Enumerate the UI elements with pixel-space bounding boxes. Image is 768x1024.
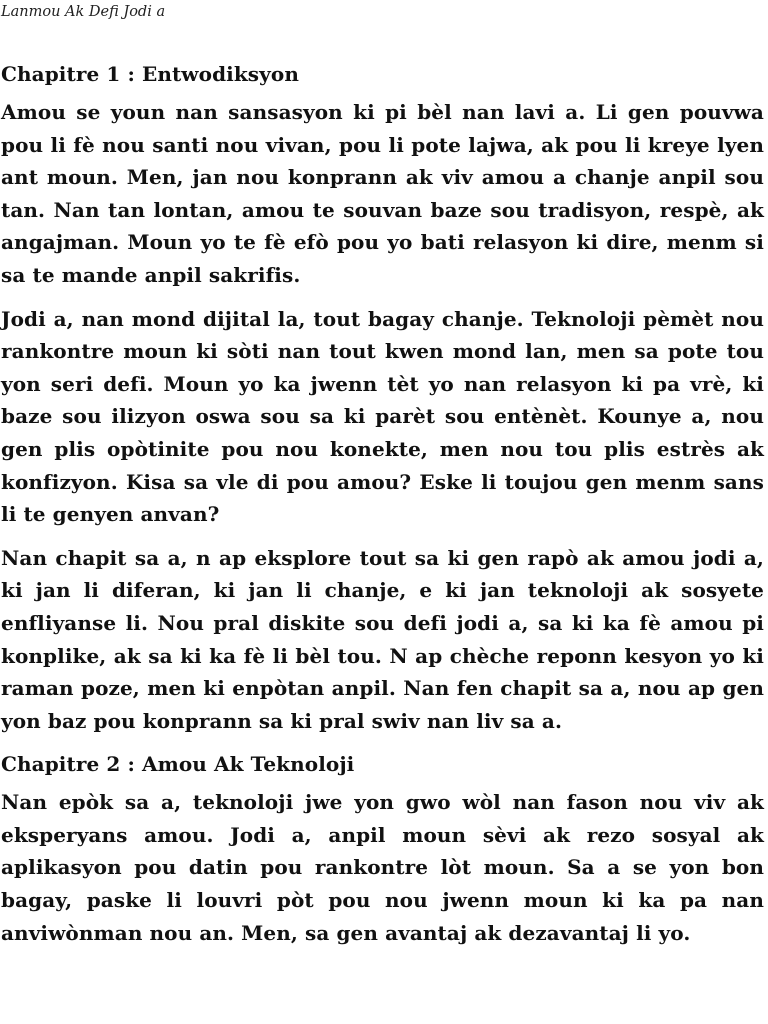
running-header: Lanmou Ak Defi Jodi a bbox=[1, 4, 166, 20]
chapter-1-paragraph-1: Amou se youn nan sansasyon ki pi bèl nan lavi a. Li gen pouvwa pou li fè nou santi nou vivan, pou li pote lajwa, ak pou li kreye lyen ant moun. Men, jan nou konprann ak viv amou a chanje anpil sou tan. Nan tan lontan, amou te souvan baze sou tradisyon, respè, ak angajman. Moun yo te fè efò pou yo bati relasyon ki dire, menm si sa te mande anpil sakrifis. bbox=[1, 100, 764, 287]
chapter-2-paragraph-1: Nan epòk sa a, teknoloji jwe yon gwo wòl nan fason nou viv ak eksperyans amou. Jodi a, anpil moun sèvi ak rezo sosyal ak aplikasyon pou datin pou rankontre lòt moun. Sa a se yon bon bagay, paske li louvri pòt pou nou jwenn moun ki ka pa nan anviwònman nou an. Men, sa gen avantaj ak dezavantaj li yo. bbox=[1, 790, 764, 945]
chapter-2-title: Chapitre 2 : Amou Ak Teknoloji bbox=[1, 752, 355, 777]
chapter-1-title: Chapitre 1 : Entwodiksyon bbox=[1, 62, 299, 86]
chapter-1-paragraph-3: Nan chapit sa a, n ap eksplore tout sa ki gen rapò ak amou jodi a, ki jan li diferan, ki jan li chanje, e ki jan teknoloji ak sosyete enfliyanse li. Nou pral diskite sou defi jodi a, sa ki ka fè amou pi konplike, ak sa ki ka fè li bèl tou. N ap chèche reponn kesyon yo ki raman poze, men ki enpòtan anpil. Nan fen chapit sa a, nou ap gen yon baz pou konprann sa ki pral swiv nan liv sa a. bbox=[1, 545, 764, 733]
chapter-1-paragraph-2: Jodi a, nan mond dijital la, tout bagay chanje. Teknoloji pèmèt nou rankontre moun ki sòti nan tout kwen mond lan, men sa pote tou yon seri defi. Moun yo ka jwenn tèt yo nan relasyon ki pa vrè, ki baze sou ilizyon oswa sou sa ki parèt sou entènèt. Kounye a, nou gen plis opòtinite pou nou konekte, men nou tou plis estrès ak konfizyon. Kisa sa vle di pou amou? Eske li toujou gen menm sans li te genyen anvan? bbox=[1, 306, 764, 527]
